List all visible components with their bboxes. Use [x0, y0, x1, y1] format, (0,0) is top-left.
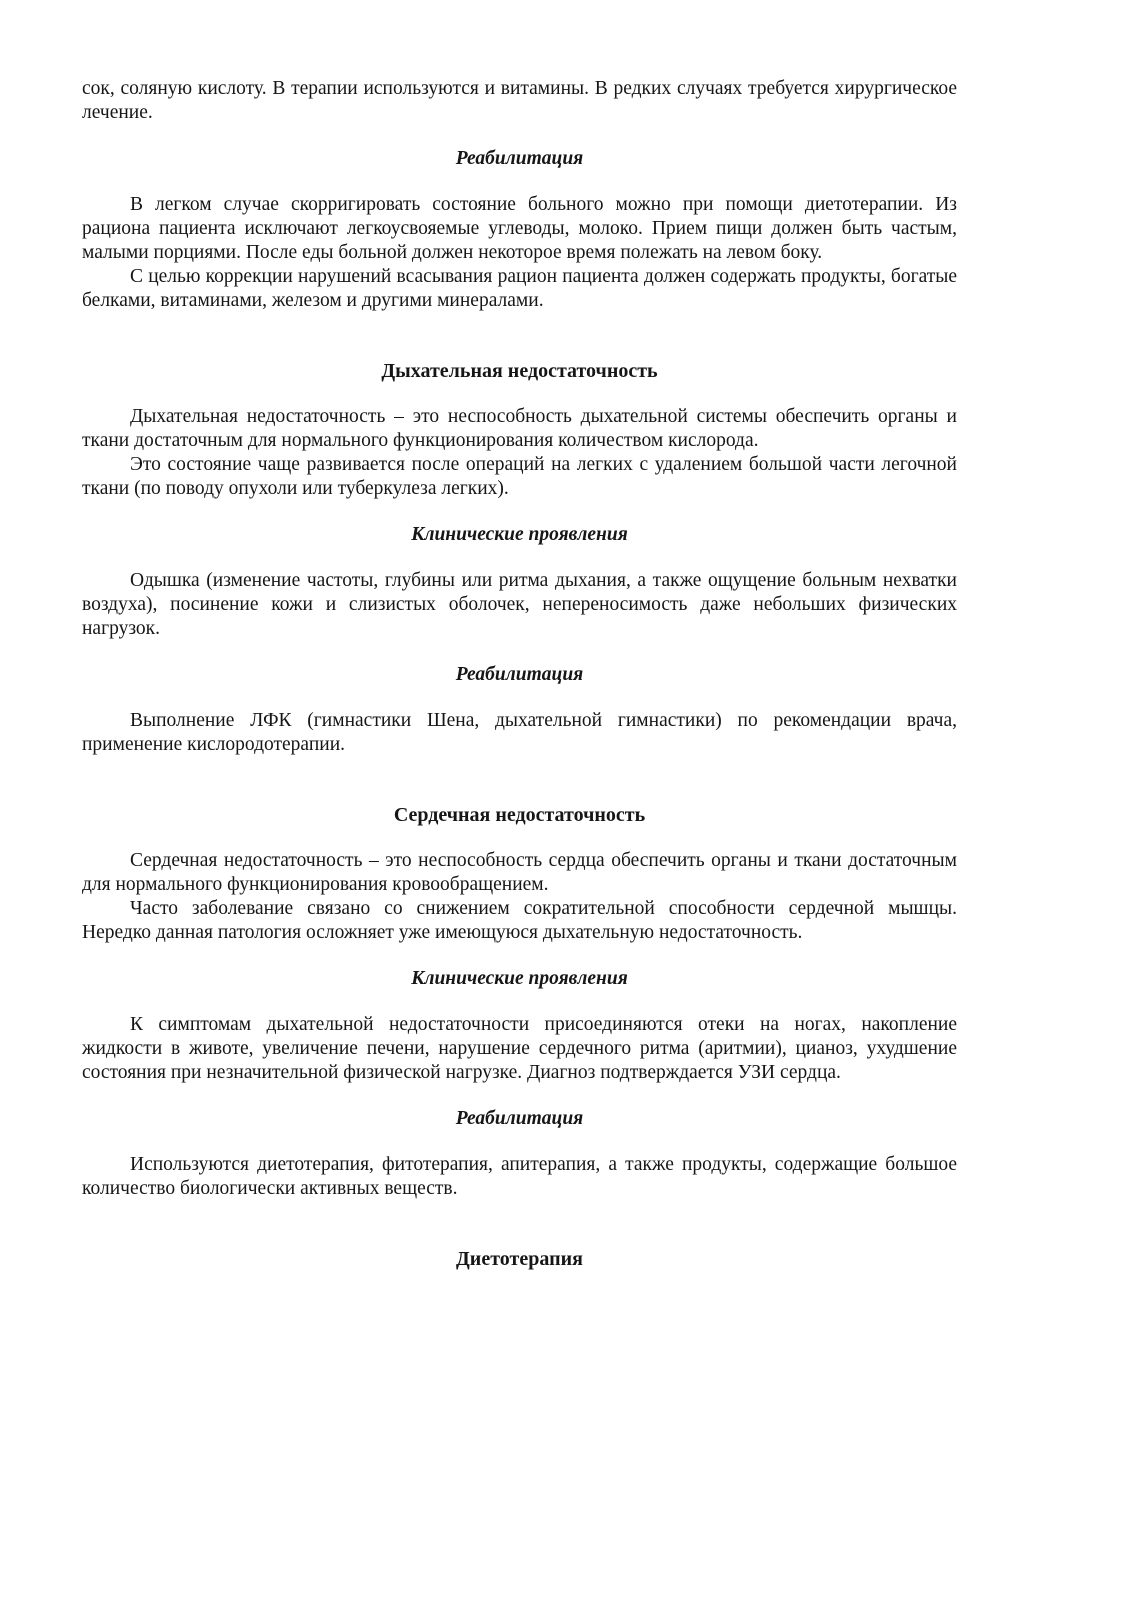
paragraph-heart-cause: Часто заболевание связано со снижением сократительной способности сердечной мышцы. Нередко данная патология осложняет уже имеющуюся дыхательную недостаточность.: [82, 898, 957, 943]
subheading-clinical-manifestations-2: Клинические проявления: [411, 968, 628, 989]
paragraph-respiratory-cause: Это состояние чаще развивается после операций на легких с удалением большой части легочной ткани (по поводу опухоли или туберкулеза легких).: [82, 454, 957, 499]
paragraph-treatment-continuation: сок, соляную кислоту. В терапии используются и витамины. В редких случаях требуется хирургическое лечение.: [82, 78, 957, 123]
paragraph-heart-rehab: Используются диетотерапия, фитотерапия, апитерапия, а также продукты, содержащие большое количество биологически активных веществ.: [82, 1154, 957, 1199]
paragraph-respiratory-definition: Дыхательная недостаточность – это неспособность дыхательной системы обеспечить органы и ткани достаточным для нормального функционирования количеством кислорода.: [82, 406, 957, 451]
paragraph-respiratory-rehab: Выполнение ЛФК (гимнастики Шена, дыхательной гимнастики) по рекомендации врача, применение кислородотерапии.: [82, 710, 957, 755]
subheading-rehabilitation-3: Реабилитация: [455, 1108, 584, 1129]
paragraph-diet-correction: В легком случае скорригировать состояние больного можно при помощи диетотерапии. Из рациона пациента исключают легкоусвояемые углеводы, молоко. Прием пищи должен быть частым, малыми порциями. После еды больной должен некоторое время полежать на левом боку.: [82, 194, 957, 263]
subheading-rehabilitation-2: Реабилитация: [455, 664, 584, 685]
subheading-rehabilitation-1: Реабилитация: [455, 148, 584, 169]
paragraph-heart-symptoms: К симптомам дыхательной недостаточности присоединяются отеки на ногах, накопление жидкости в животе, увеличение печени, нарушение сердечного ритма (аритмии), цианоз, ухудшение состояния при незначительной физической нагрузке. Диагноз подтверждается УЗИ сердца.: [82, 1014, 957, 1083]
paragraph-absorption-correction: С целью коррекции нарушений всасывания рацион пациента должен содержать продукты, богатые белками, витаминами, железом и другими минералами.: [82, 266, 957, 311]
document-page: [82, 77, 957, 1271]
heading-diet-therapy: Диетотерапия: [456, 1248, 583, 1270]
paragraph-respiratory-symptoms: Одышка (изменение частоты, глубины или ритма дыхания, а также ощущение больным нехватки воздуха), посинение кожи и слизистых оболочек, непереносимость даже небольших физических нагрузок.: [82, 570, 957, 639]
subheading-clinical-manifestations-1: Клинические проявления: [411, 524, 628, 545]
heading-respiratory-failure: Дыхательная недостаточность: [381, 360, 658, 382]
heading-heart-failure: Сердечная недостаточность: [393, 804, 646, 826]
paragraph-heart-definition: Сердечная недостаточность – это неспособность сердца обеспечить органы и ткани достаточным для нормального функционирования кровообращением.: [82, 850, 957, 895]
